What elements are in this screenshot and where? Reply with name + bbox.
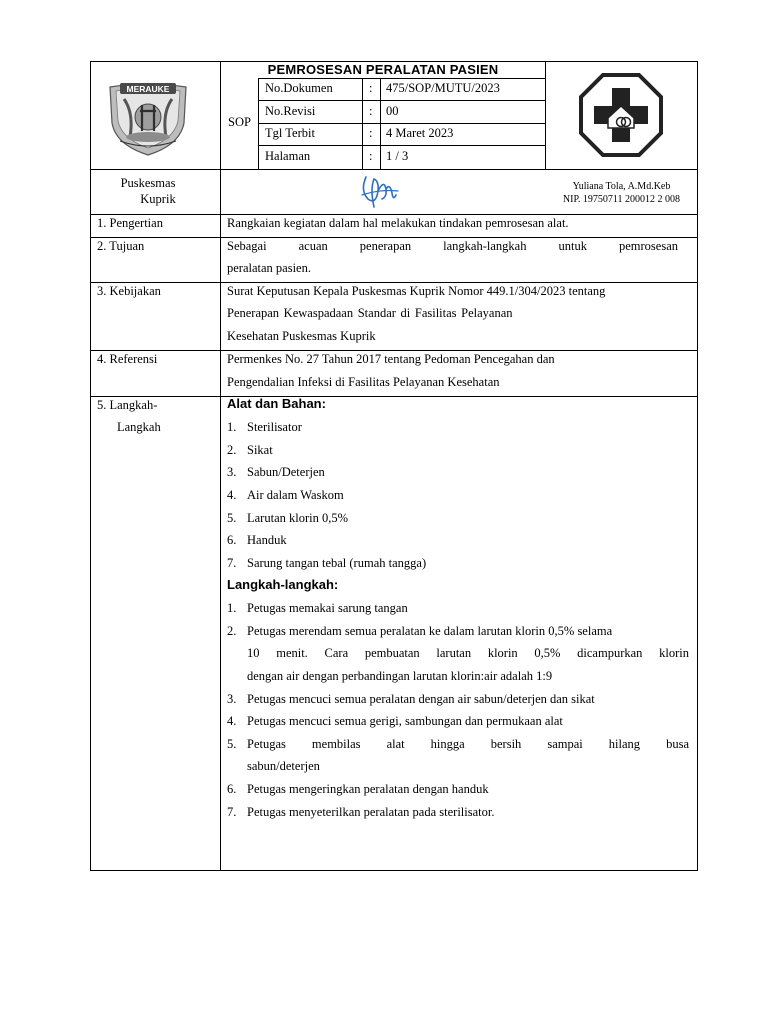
section-label-langkah-line2: Langkah	[117, 420, 161, 434]
alat-bahan-heading: Alat dan Bahan:	[227, 396, 326, 411]
section-label-langkah-line1: 5. Langkah-	[97, 398, 158, 412]
section-label-tujuan: 2. Tujuan	[97, 239, 145, 253]
meta-separator: :	[369, 104, 373, 118]
puskesmas-logo	[578, 72, 664, 158]
meta-separator: :	[369, 149, 373, 163]
meta-separator: :	[369, 126, 373, 140]
meta-label: No.Dokumen	[265, 81, 333, 95]
meta-value: 1 / 3	[386, 149, 409, 163]
merauke-emblem-logo	[106, 79, 190, 157]
tujuan-line1: Sebagai acuan penerapan langkah-langkah untuk pemrosesan	[227, 239, 678, 253]
signature-image	[356, 171, 402, 213]
document-title: PEMROSESAN PERALATAN PASIEN	[267, 62, 499, 77]
kebijakan-line3: Kesehatan Puskesmas Kuprik	[227, 329, 376, 343]
meta-label: Tgl Terbit	[265, 126, 315, 140]
kebijakan-line2: Penerapan Kewaspadaan Standar di Fasilitas Pelayanan	[227, 306, 513, 320]
pengertian-text: Rangkaian kegiatan dalam hal melakukan tindakan pemrosesan alat.	[227, 216, 569, 230]
section-label-kebijakan: 3. Kebijakan	[97, 284, 161, 298]
meta-value: 475/SOP/MUTU/2023	[386, 81, 500, 95]
kebijakan-line1: Surat Keputusan Kepala Puskesmas Kuprik Nomor 449.1/304/2023 tentang	[227, 284, 606, 298]
referensi-line2: Pengendalian Infeksi di Fasilitas Pelayanan Kesehatan	[227, 375, 500, 389]
org-name-line2: Kuprik	[140, 192, 176, 206]
section-label-pengertian: 1. Pengertian	[97, 216, 163, 230]
tujuan-line2: peralatan pasien.	[227, 261, 311, 275]
meta-value: 00	[386, 104, 399, 118]
signer-name: Yuliana Tola, A.Md.Keb	[572, 181, 671, 192]
langkah-langkah-heading: Langkah-langkah:	[227, 577, 339, 592]
section-label-referensi: 4. Referensi	[97, 352, 158, 366]
referensi-line1: Permenkes No. 27 Tahun 2017 tentang Pedoman Pencegahan dan	[227, 352, 555, 366]
org-name-line1: Puskesmas	[120, 176, 176, 190]
meta-label: No.Revisi	[265, 104, 316, 118]
sop-label: SOP	[228, 115, 251, 129]
meta-label: Halaman	[265, 149, 311, 163]
signer-nip: NIP. 19750711 200012 2 008	[562, 194, 681, 205]
svg-text:MERAUKE: MERAUKE	[126, 84, 170, 94]
meta-separator: :	[369, 81, 373, 95]
meta-value: 4 Maret 2023	[386, 126, 454, 140]
